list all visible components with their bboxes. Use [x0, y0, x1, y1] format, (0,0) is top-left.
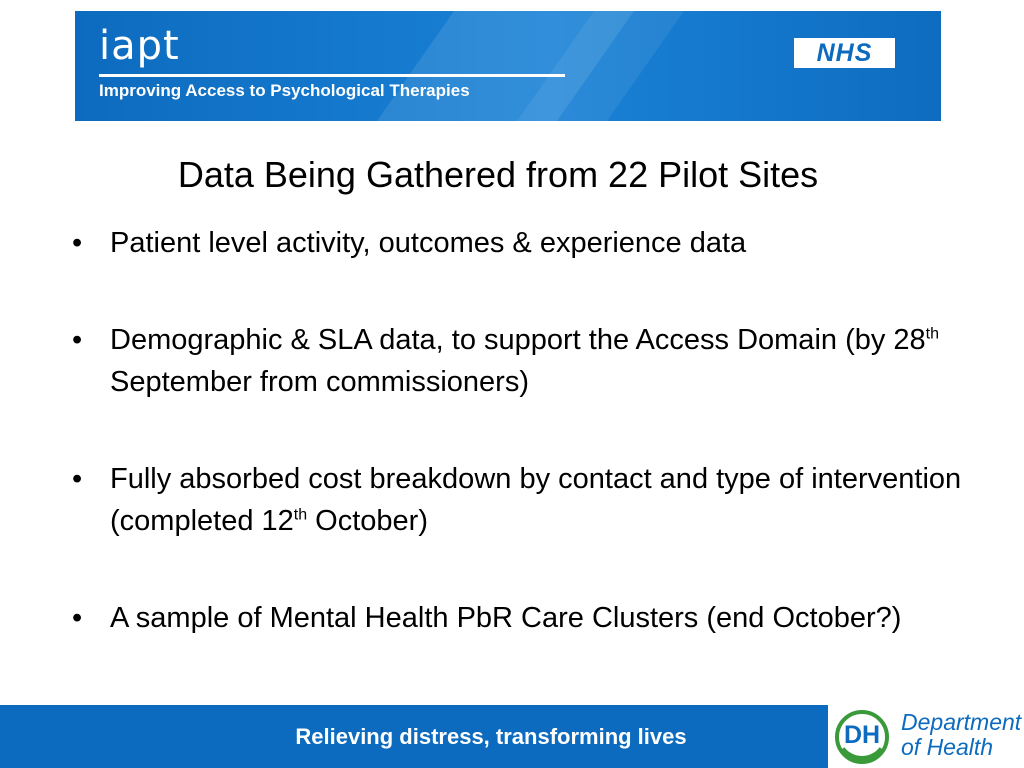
bullet-item — [72, 458, 972, 542]
dh-text-line2: of Health — [901, 734, 994, 760]
bullet-item — [72, 222, 972, 264]
dh-text — [901, 710, 1021, 760]
bullet-text: Fully absorbed cost breakdown by contact and type of intervention (completed 12 — [110, 463, 962, 537]
ordinal-suffix: th — [293, 506, 308, 524]
bullet-text: Patient level activity, outcomes & experience data — [110, 227, 747, 259]
footer-bar — [0, 705, 1024, 768]
bullet-text: Demographic & SLA data, to support the Access Domain (by 28 — [110, 324, 926, 356]
bullet-item — [72, 319, 972, 403]
bullet-text: A sample of Mental Health PbR Care Clusters (end October?) — [110, 602, 902, 634]
ordinal-suffix: th — [925, 325, 940, 343]
slide-title: Data Being Gathered from 22 Pilot Sites — [177, 154, 819, 195]
bullet-dot-icon: • — [72, 227, 83, 259]
nhs-logo-text: NHS — [816, 38, 873, 67]
header-banner — [75, 11, 941, 121]
iapt-logo: iapt — [99, 23, 180, 69]
nhs-logo — [794, 38, 895, 68]
footer-tagline: Relieving distress, transforming lives — [295, 724, 687, 749]
dh-text-line1: Department — [901, 709, 1022, 735]
logo-divider — [99, 74, 565, 77]
dh-letters: DH — [843, 721, 881, 749]
bullet-dot-icon: • — [72, 324, 83, 356]
department-of-health-logo — [828, 705, 1024, 768]
logo-subtitle: Improving Access to Psychological Therapies — [99, 81, 470, 100]
bullet-list — [72, 222, 972, 639]
bullet-item — [72, 597, 972, 639]
bullet-dot-icon: • — [72, 463, 83, 495]
bullet-text-cont: October) — [307, 505, 428, 537]
bullet-text-cont: September from commissioners) — [110, 366, 529, 398]
bullet-dot-icon: • — [72, 602, 83, 634]
